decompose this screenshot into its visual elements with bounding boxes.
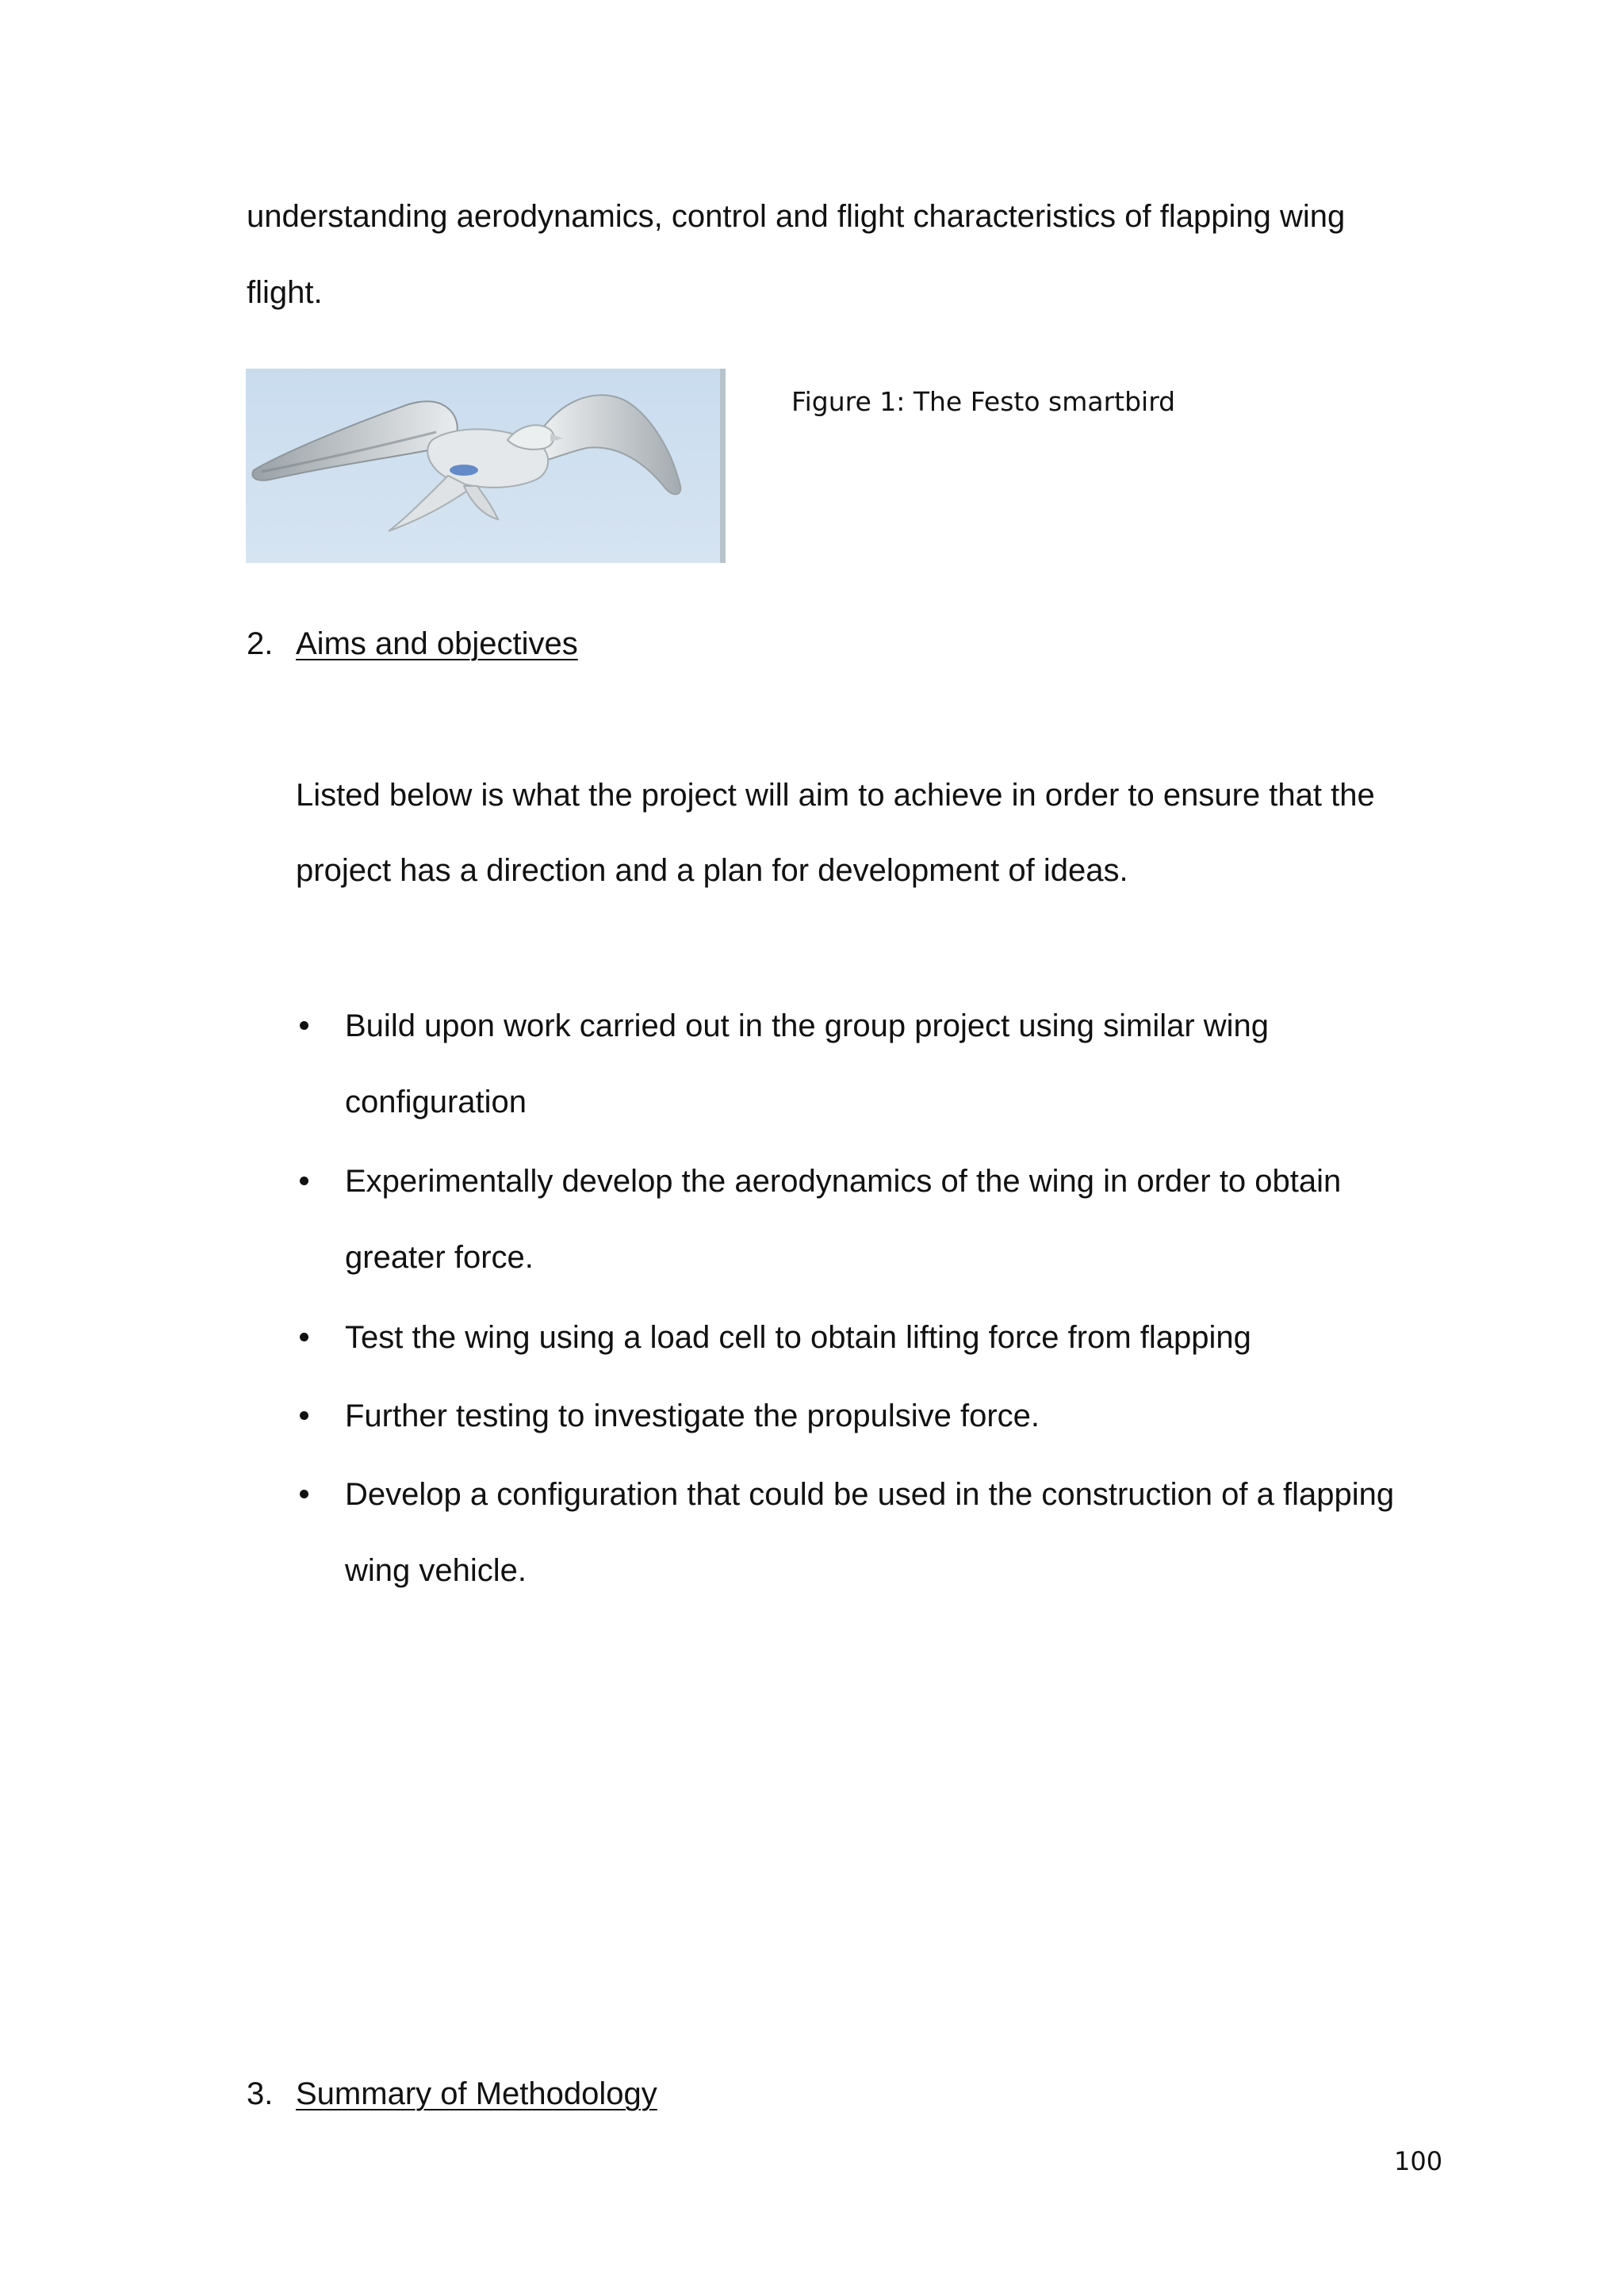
section-heading: Summary of Methodology — [296, 2076, 657, 2111]
body-text-line: flight. — [247, 275, 323, 310]
body-text-line: project has a direction and a plan for development of ideas. — [296, 853, 1128, 888]
list-item-text: wing vehicle. — [345, 1553, 527, 1588]
page-number: 100 — [1394, 2146, 1443, 2176]
section-number: 2. — [247, 626, 274, 661]
list-item-text: Experimentally develop the aerodynamics of the wing in order to obtain — [345, 1164, 1342, 1199]
list-item-text: configuration — [345, 1085, 527, 1119]
bullet-icon — [300, 1411, 308, 1420]
body-text-line: Listed below is what the project will aim to achieve in order to ensure that the — [296, 778, 1375, 813]
bullet-icon — [300, 1333, 308, 1341]
smartbird-photo — [246, 369, 726, 563]
bullet-icon — [300, 1490, 308, 1498]
list-item-text: Build upon work carried out in the group project using similar wing — [345, 1008, 1270, 1043]
bullet-icon — [300, 1021, 308, 1030]
bullet-icon — [300, 1177, 308, 1185]
list-item-text: Test the wing using a load cell to obtain lifting force from flapping — [345, 1320, 1251, 1355]
list-item-text: Develop a configuration that could be used in the construction of a flapping — [345, 1477, 1395, 1512]
section-heading: Aims and objectives — [296, 626, 578, 661]
figure-caption: Figure 1: The Festo smartbird — [791, 386, 1176, 417]
list-item-text: Further testing to investigate the propulsive force. — [345, 1399, 1040, 1433]
body-text-line: understanding aerodynamics, control and flight characteristics of flapping wing — [247, 199, 1346, 234]
list-item-text: greater force. — [345, 1240, 534, 1275]
section-number: 3. — [247, 2076, 274, 2111]
